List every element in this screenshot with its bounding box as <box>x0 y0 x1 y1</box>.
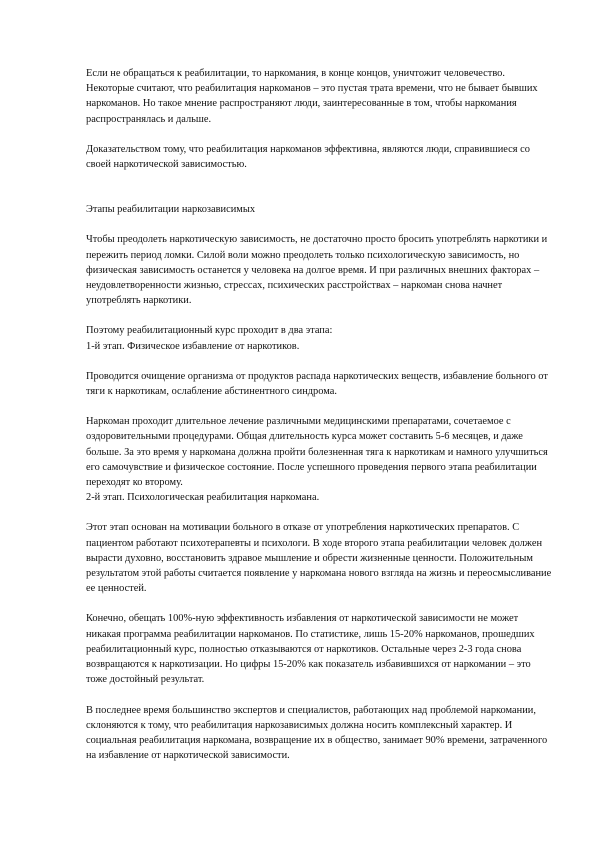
paragraph-intro: Если не обращаться к реабилитации, то наркомания, в конце концов, уничтожит человечество. Некоторые считают, что реабилитация наркоманов – это пустая трата времени, что не бывает бывших наркоманов. Но такое мнение распространяют люди, заинтересованные в том, чтобы наркомания распространялась и дальше. <box>86 68 538 125</box>
stage-one-heading: 1-й этап. Физическое избавление от наркотиков. <box>86 340 300 352</box>
section-heading: Этапы реабилитации наркозависимых <box>86 204 256 216</box>
paragraph-statistics: Конечно, обещать 100%-ную эффективность избавления от наркотической зависимости не может никакая программа реабилитации наркоманов. По статистике, лишь 15-20% наркоманов, прошедших реабилитационный курс, полностью отказываются от наркотиков. Остальные через 2-3 года снова возвращаются к наркотизации. Но цифры 15-20% как показатель избавившихся от наркомании – это тоже достойный результат. <box>86 613 535 686</box>
paragraph-cleansing: Проводится очищение организма от продуктов распада наркотических веществ, избавление больного от тяги к наркотикам, ослабление абстинентного синдрома. <box>86 370 548 398</box>
paragraph-treatment: Наркоман проходит длительное лечение различными медицинскими препаратами, сочетаемое с оздоровительными процедурами. Общая длительность курса может составить 5-6 месяцев, и даже больше. За это время у наркомана должна пройти болезненная тяга к наркотикам и намного улучшиться его самочувствие и физическое состояние. После успешного проведения первого этапа реабилитации переходят ко второму. <box>86 416 548 489</box>
paragraph-proof: Доказательством тому, что реабилитация наркоманов эффективна, являются люди, справившиеся со своей наркотической зависимостью. <box>86 143 530 171</box>
stage-two-heading: 2-й этап. Психологическая реабилитация наркомана. <box>86 492 320 504</box>
document-body <box>86 66 552 763</box>
paragraph-two-stages: Поэтому реабилитационный курс проходит в два этапа: <box>86 325 333 337</box>
paragraph-dependence: Чтобы преодолеть наркотическую зависимость, не достаточно просто бросить употреблять наркотики и пережить период ломки. Силой воли можно преодолеть только психологическую зависимость, но физическая зависимость останется у человека на долгое время. И при различных внешних факторах – неудовлетворенности жизнью, стрессах, психических расстройствах – наркоман снова начнет употреблять наркотики. <box>86 234 548 307</box>
paragraph-motivation: Этот этап основан на мотивации больного в отказе от употребления наркотических препаратов. С пациентом работают психотерапевты и психологи. В ходе второго этапа реабилитации человек должен вырасти духовно, восстановить здравое мышление и обрести жизненные ценности. Положительным результатом этой работы считается появление у наркомана нового взгляда на жизнь и переосмысливание ее ценностей. <box>86 522 552 595</box>
paragraph-conclusion: В последнее время большинство экспертов и специалистов, работающих над проблемой наркомании, склоняются к тому, что реабилитация наркозависимых должна носить комплексный характер. И социальная реабилитация наркомана, возвращение их в общество, занимает 90% времени, затраченного на избавление от наркотической зависимости. <box>86 704 548 762</box>
